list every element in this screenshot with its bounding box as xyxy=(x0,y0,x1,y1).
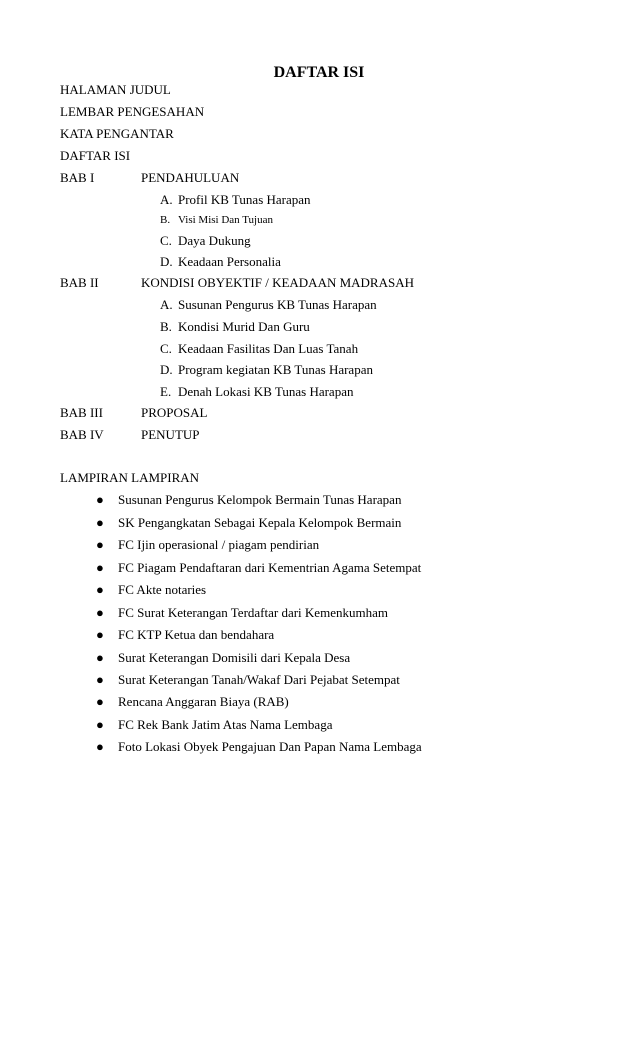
item-letter: D. xyxy=(160,362,173,377)
chapter-2-item-e xyxy=(160,384,353,400)
bullet-icon: ● xyxy=(96,605,104,620)
item-letter: B. xyxy=(160,214,171,226)
appendix-item xyxy=(96,537,319,553)
item-letter: E. xyxy=(160,384,172,399)
chapter-2-title: KONDISI OBYEKTIF / KEADAAN MADRASAH xyxy=(141,275,414,290)
chapter-1-title: PENDAHULUAN xyxy=(141,170,240,185)
appendix-item-text: FC Ijin operasional / piagam pendirian xyxy=(118,537,320,552)
chapter-1-item-a xyxy=(160,192,311,208)
bullet-icon: ● xyxy=(96,672,104,687)
chapter-1-item-b xyxy=(160,212,273,228)
page-title-text: DAFTAR ISI xyxy=(273,64,365,81)
item-text: Program kegiatan KB Tunas Harapan xyxy=(178,362,373,377)
chapter-1-number: BAB I xyxy=(60,170,95,185)
item-letter: C. xyxy=(160,341,172,356)
appendix-item-text: Surat Keterangan Tanah/Wakaf Dari Pejabat Setempat xyxy=(118,672,400,687)
front-item-halaman-judul: HALAMAN JUDUL xyxy=(60,82,171,97)
chapter-2-item-d xyxy=(160,362,373,378)
appendix-item-text: Susunan Pengurus Kelompok Bermain Tunas Harapan xyxy=(118,492,402,507)
appendix-item xyxy=(96,582,206,598)
item-text: Susunan Pengurus KB Tunas Harapan xyxy=(178,297,377,312)
chapter-1-item-c xyxy=(160,233,251,249)
front-item-lembar-pengesahan: LEMBAR PENGESAHAN xyxy=(60,104,205,119)
bullet-icon: ● xyxy=(96,627,104,642)
chapter-2-number: BAB II xyxy=(60,275,99,290)
appendix-item-text: SK Pengangkatan Sebagai Kepala Kelompok Bermain xyxy=(118,515,402,530)
item-text: Denah Lokasi KB Tunas Harapan xyxy=(178,384,354,399)
bullet-icon: ● xyxy=(96,560,104,575)
item-letter: C. xyxy=(160,233,172,248)
appendix-item xyxy=(96,627,274,643)
item-letter: D. xyxy=(160,254,173,269)
appendix-item xyxy=(96,492,401,508)
item-text: Profil KB Tunas Harapan xyxy=(178,192,311,207)
page-title xyxy=(0,64,638,82)
item-letter: A. xyxy=(160,297,173,312)
chapter-4-number: BAB IV xyxy=(60,427,104,442)
appendix-item xyxy=(96,605,388,621)
appendix-item-text: Surat Keterangan Domisili dari Kepala Desa xyxy=(118,650,351,665)
item-letter: A. xyxy=(160,192,173,207)
chapter-2-item-c xyxy=(160,341,358,357)
appendix-item-text: FC KTP Ketua dan bendahara xyxy=(118,627,275,642)
bullet-icon: ● xyxy=(96,739,104,754)
bullet-icon: ● xyxy=(96,717,104,732)
chapter-3-title: PROPOSAL xyxy=(141,405,208,420)
appendix-item xyxy=(96,650,350,666)
appendix-item-text: Rencana Anggaran Biaya (RAB) xyxy=(118,694,289,709)
front-item-daftar-isi: DAFTAR ISI xyxy=(60,148,131,163)
appendix-item xyxy=(96,717,332,733)
chapter-4-title: PENUTUP xyxy=(141,427,200,442)
bullet-icon: ● xyxy=(96,694,104,709)
item-text: Visi Misi Dan Tujuan xyxy=(178,214,273,226)
chapter-1-item-d xyxy=(160,254,281,270)
appendix-item-text: FC Rek Bank Jatim Atas Nama Lembaga xyxy=(118,717,333,732)
item-text: Keadaan Personalia xyxy=(178,254,281,269)
item-text: Kondisi Murid Dan Guru xyxy=(178,319,310,334)
item-text: Daya Dukung xyxy=(178,233,251,248)
bullet-icon: ● xyxy=(96,582,104,597)
bullet-icon: ● xyxy=(96,515,104,530)
front-item-kata-pengantar: KATA PENGANTAR xyxy=(60,126,174,141)
appendix-item-text: FC Surat Keterangan Terdaftar dari Kemenkumham xyxy=(118,605,388,620)
appendix-item-text: FC Akte notaries xyxy=(118,582,207,597)
appendix-item xyxy=(96,515,401,531)
chapter-3-number: BAB III xyxy=(60,405,103,420)
bullet-icon: ● xyxy=(96,492,104,507)
bullet-icon: ● xyxy=(96,537,104,552)
item-text: Keadaan Fasilitas Dan Luas Tanah xyxy=(178,341,359,356)
appendix-item xyxy=(96,672,400,688)
appendix-item xyxy=(96,739,422,755)
bullet-icon: ● xyxy=(96,650,104,665)
appendix-heading: LAMPIRAN LAMPIRAN xyxy=(60,470,200,485)
appendix-item-text: Foto Lokasi Obyek Pengajuan Dan Papan Nama Lembaga xyxy=(118,739,422,754)
appendix-item xyxy=(96,694,289,710)
chapter-2-item-a xyxy=(160,297,377,313)
appendix-item-text: FC Piagam Pendaftaran dari Kementrian Agama Setempat xyxy=(118,560,422,575)
appendix-item xyxy=(96,560,421,576)
chapter-2-item-b xyxy=(160,319,310,335)
item-letter: B. xyxy=(160,319,172,334)
